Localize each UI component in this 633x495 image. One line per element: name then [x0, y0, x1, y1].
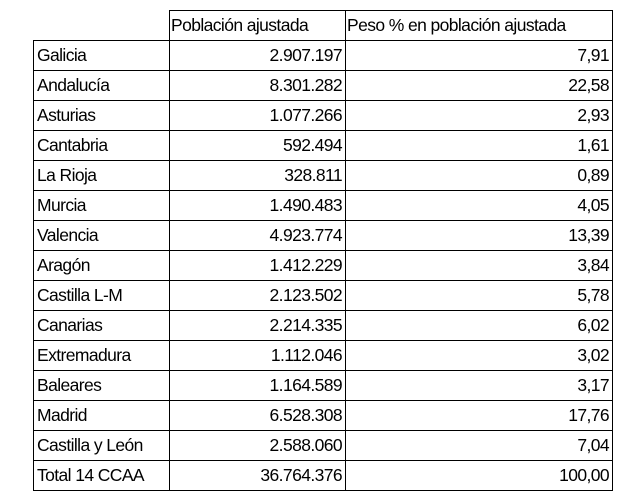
- table-row: [34, 311, 613, 341]
- peso-cell: 22,58: [346, 71, 613, 101]
- peso-cell: 5,78: [346, 281, 613, 311]
- table-row: [34, 101, 613, 131]
- table-row: [34, 371, 613, 401]
- poblacion-cell: 1.490.483: [170, 191, 346, 221]
- table-body: [34, 41, 613, 491]
- region-cell: Murcia: [34, 191, 170, 221]
- peso-cell: 1,61: [346, 131, 613, 161]
- region-cell: Asturias: [34, 101, 170, 131]
- table-row: [34, 221, 613, 251]
- peso-cell: 17,76: [346, 401, 613, 431]
- region-cell: Madrid: [34, 401, 170, 431]
- peso-cell: 3,84: [346, 251, 613, 281]
- poblacion-cell: 2.588.060: [170, 431, 346, 461]
- header-peso-porcentaje: Peso % en población ajustada: [346, 11, 613, 41]
- table-row: [34, 131, 613, 161]
- peso-cell: 3,17: [346, 371, 613, 401]
- region-cell: Galicia: [34, 41, 170, 71]
- header-blank-cell: [34, 11, 170, 41]
- region-cell: Castilla y León: [34, 431, 170, 461]
- peso-cell: 3,02: [346, 341, 613, 371]
- poblacion-cell: 1.112.046: [170, 341, 346, 371]
- region-cell: Valencia: [34, 221, 170, 251]
- poblacion-cell: 592.494: [170, 131, 346, 161]
- table-row: [34, 41, 613, 71]
- table-row: [34, 251, 613, 281]
- peso-cell: 0,89: [346, 161, 613, 191]
- region-cell: Aragón: [34, 251, 170, 281]
- region-cell: Castilla L-M: [34, 281, 170, 311]
- region-cell: La Rioja: [34, 161, 170, 191]
- header-poblacion-ajustada: Población ajustada: [170, 11, 346, 41]
- table-row: [34, 71, 613, 101]
- region-cell: Canarias: [34, 311, 170, 341]
- peso-cell: 7,91: [346, 41, 613, 71]
- poblacion-cell: 36.764.376: [170, 461, 346, 491]
- peso-cell: 6,02: [346, 311, 613, 341]
- poblacion-cell: 4.923.774: [170, 221, 346, 251]
- peso-cell: 7,04: [346, 431, 613, 461]
- poblacion-cell: 2.214.335: [170, 311, 346, 341]
- region-cell: Cantabria: [34, 131, 170, 161]
- poblacion-cell: 2.907.197: [170, 41, 346, 71]
- poblacion-cell: 1.077.266: [170, 101, 346, 131]
- table-row: [34, 341, 613, 371]
- peso-cell: 2,93: [346, 101, 613, 131]
- region-cell: Total 14 CCAA: [34, 461, 170, 491]
- region-cell: Baleares: [34, 371, 170, 401]
- header-row: [34, 11, 613, 41]
- table-row: [34, 401, 613, 431]
- table-row: [34, 161, 613, 191]
- peso-cell: 100,00: [346, 461, 613, 491]
- poblacion-cell: 1.164.589: [170, 371, 346, 401]
- table-row: [34, 461, 613, 491]
- poblacion-cell: 8.301.282: [170, 71, 346, 101]
- region-cell: Extremadura: [34, 341, 170, 371]
- table-row: [34, 431, 613, 461]
- table-row: [34, 281, 613, 311]
- poblacion-cell: 2.123.502: [170, 281, 346, 311]
- poblacion-cell: 6.528.308: [170, 401, 346, 431]
- population-table: [33, 10, 613, 491]
- peso-cell: 4,05: [346, 191, 613, 221]
- peso-cell: 13,39: [346, 221, 613, 251]
- poblacion-cell: 328.811: [170, 161, 346, 191]
- region-cell: Andalucía: [34, 71, 170, 101]
- table-row: [34, 191, 613, 221]
- poblacion-cell: 1.412.229: [170, 251, 346, 281]
